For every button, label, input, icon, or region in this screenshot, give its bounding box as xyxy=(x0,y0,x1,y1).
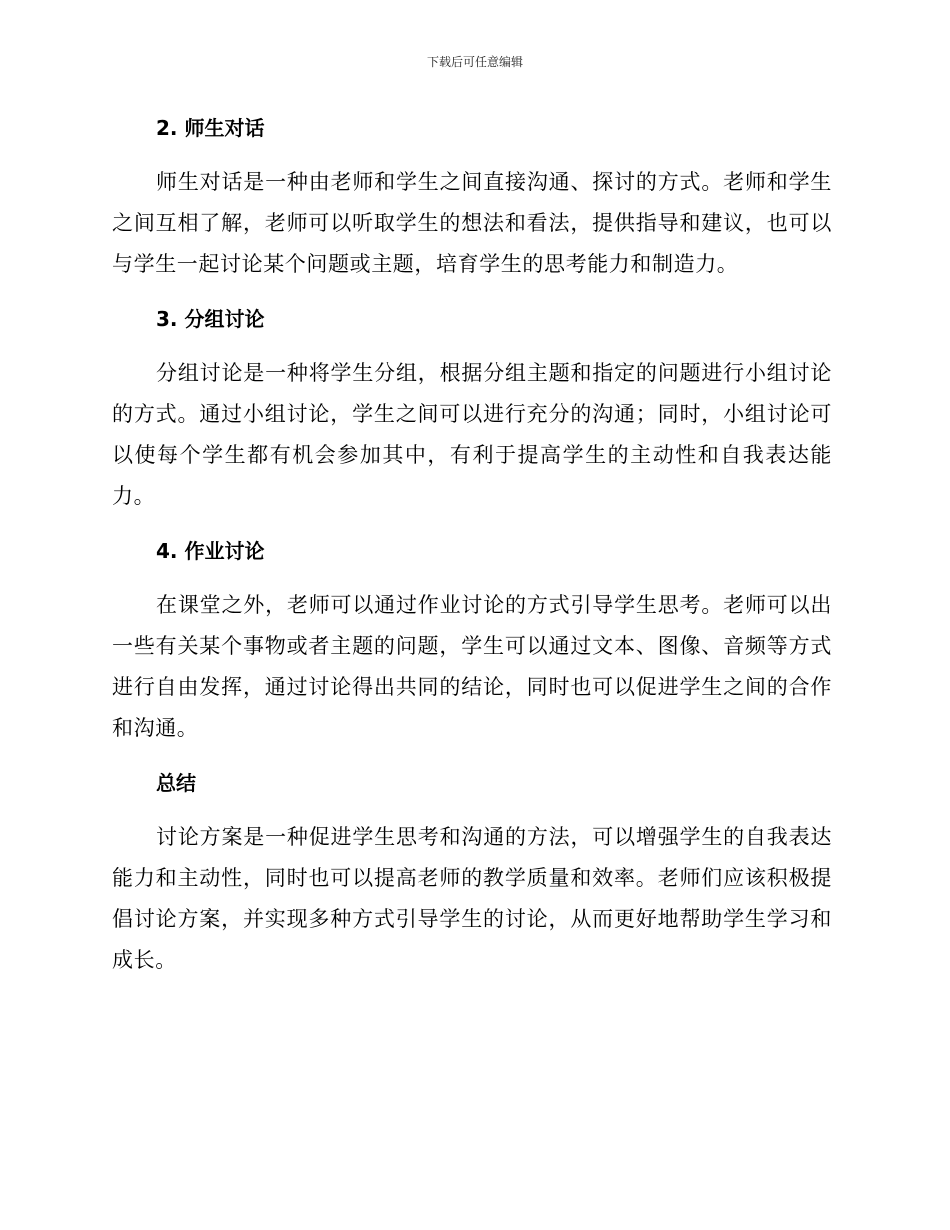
header-note: 下载后可任意编辑 xyxy=(426,55,523,69)
section-heading-homework-discussion: 4. 作业讨论 xyxy=(156,539,265,563)
section-paragraph-group-discussion: 分组讨论是一种将学生分组，根据分组主题和指定的问题进行小组讨论的方式。通过小组讨论，学生之间可以进行充分的沟通；同时，小组讨论可以使每个学生都有机会参加其中，有利于提高学生的主动性和自我表达能力。 xyxy=(112,361,832,508)
section-paragraph-homework-discussion: 在课堂之外，老师可以通过作业讨论的方式引导学生思考。老师可以出一些有关某个事物或者主题的问题，学生可以通过文本、图像、音频等方式进行自由发挥，通过讨论得出共同的结论，同时也可以促进学生之间的合作和沟通。 xyxy=(112,593,832,740)
document-body xyxy=(112,108,832,995)
section-heading-group-discussion: 3. 分组讨论 xyxy=(156,307,265,331)
section-heading-summary: 总结 xyxy=(156,771,196,795)
section-paragraph-summary: 讨论方案是一种促进学生思考和沟通的方法，可以增强学生的自我表达能力和主动性，同时也可以提高老师的教学质量和效率。老师们应该积极提倡讨论方案，并实现多种方式引导学生的讨论，从而更好地帮助学生学习和成长。 xyxy=(112,825,832,972)
section-paragraph-teacher-student-dialogue: 师生对话是一种由老师和学生之间直接沟通、探讨的方式。老师和学生之间互相了解，老师可以听取学生的想法和看法，提供指导和建议，也可以与学生一起讨论某个问题或主题，培育学生的思考能力和制造力。 xyxy=(112,170,832,276)
section-heading-teacher-student-dialogue: 2. 师生对话 xyxy=(156,116,265,140)
